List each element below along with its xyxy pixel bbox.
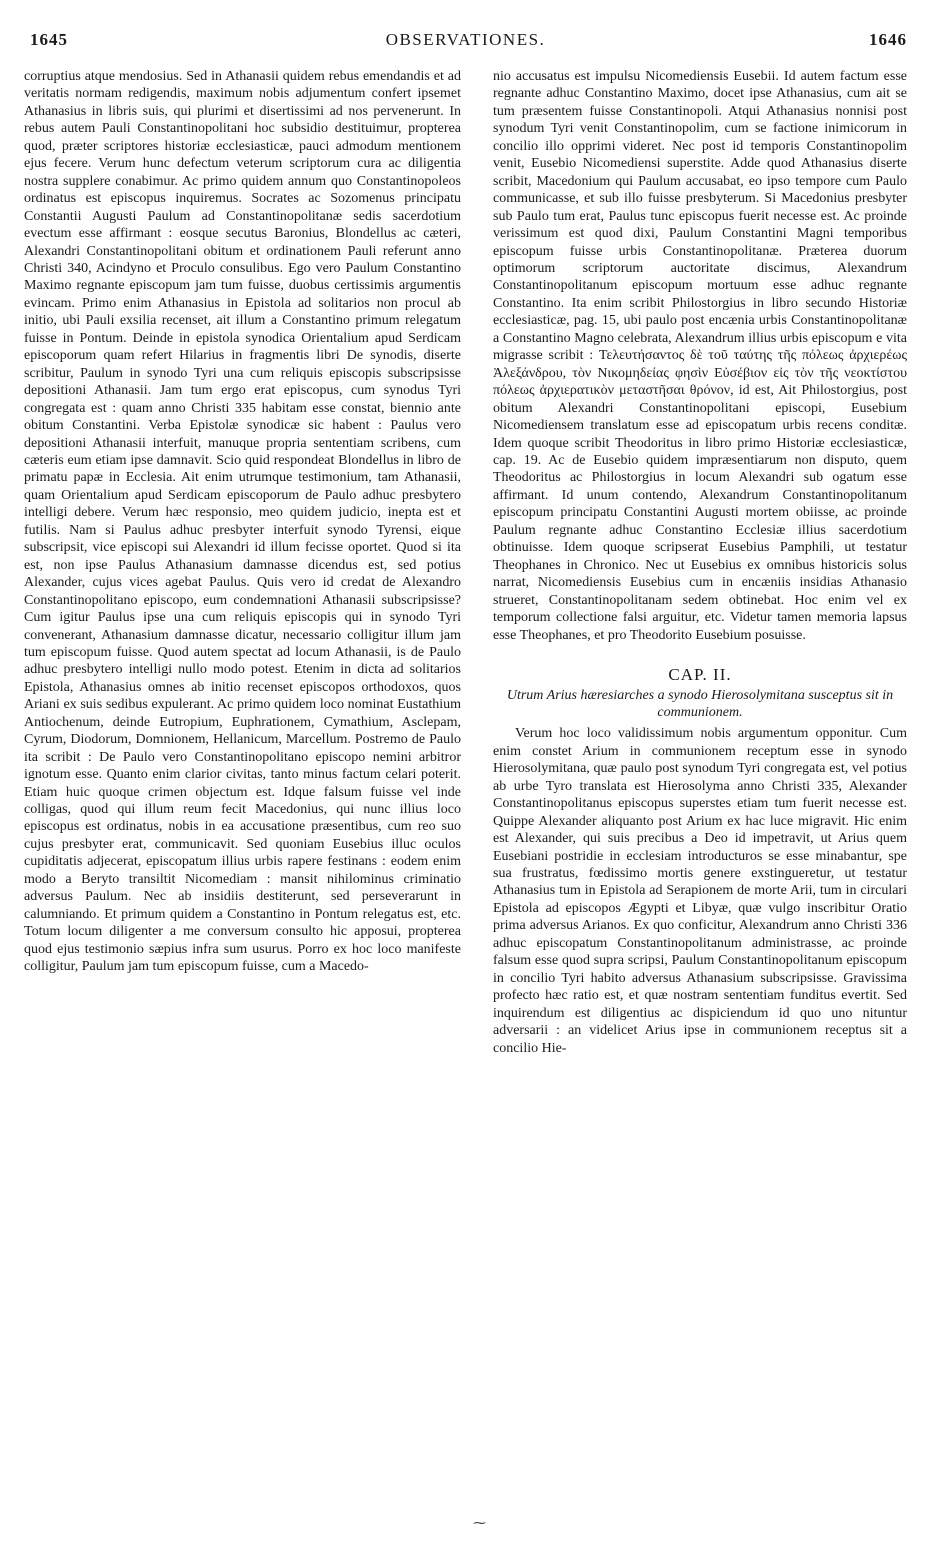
right-column-paragraph-1: nio accusatus est impulsu Nicomediensis Eusebii. Id autem factum esse regnante adhuc Constantino Maximo, docet ipse Athanasius, cum ait se tum præsentem fuisse Constantinopoli. Atqui Athanasius nonnisi post synodum Tyri venit Constantinopolim, cum se factione inimicorum in concilio illo opprimi videret. Nec post id temporis Constantinopolim venit, Eusebio Nicomediensi superstite. Adde quod Athanasius diserte scribit, Macedonium qui Paulum accusabat, eo ipso tempore cum Paulo communicasse, et sub illo fuisse presbyterum. Si Macedonius presbyter sub Paulo tum erat, Paulus tunc episcopus fuerit necesse est. Ac proinde verissimum est quod dixi, Paulum Constantini Magni temporibus episcopum fuisse urbis Constantinopolitanæ. Præterea duorum optimorum scriptorum auctoritate discimus, Alexandrum Constantinopolitanum episcopum mortuum esse adhuc regnante Constantino. Ita enim scribit Philostorgius in libro secundo Historiæ ecclesiasticæ, pag. 15, ubi paulo post encænia urbis Constantinopolitanæ a Constantino Magno celebrata, Alexandrum illius urbis episcopum e vita migrasse scribit : Τελευτήσαντος δὲ τοῦ ταύτης τῆς πόλεως ἀρχιερέως Ἀλεξάνδρου, τὸν Νικομηδείας φησὶν Εὐσέβιον εἰς τὸν τῆς νεοκτίστου πόλεως ἀρχιερατικὸν μεταστῆσαι θρόνον, id est, Ait Philostorgius, post obitum Alexandri Constantinopolitani episcopi, Eusebium Nicomediensem translatum esse ad episcopatum urbis recens conditæ. Idem quoque scribit Theodoritus in libro primo Historiæ ecclesiasticæ, cap. 19. Ac de Eusebio quidem impræsentiarum non disputo, quem Theodoritus ac Philostorgius in locum Alexandri sub ogatum esse affirmant. Id unum contendo, Alexandrum Constantinopolitanum episcopum principatu Constantini Augusti mortem obiisse, ac proinde Paulum regnante adhuc Constantino Ecclesiæ illius sacerdotium obtinuisse. Idem quoque scripserat Eusebius Pamphili, ut testatur Theophanes in Chronico. Nec ut Eusebius ex omnibus historicis solus narrat, Nicomediensis Eusebius cum in encæniis insidias Athanasio strueret, Constantinopolitanam sedem obtinebat. Hoc enim vel ex temporum collectione falsi arguitur, etc. Videtur tamen memoria lapsus esse Theophanes, et pro Theodorito Eusebium posuisse.: [493, 69, 907, 643]
page-number-right: 1646: [869, 30, 907, 49]
chapter-subtitle: Utrum Arius hæresiarches a synodo Hierosolymitana susceptus sit in communionem.: [506, 688, 894, 721]
left-column-text: corruptius atque mendosius. Sed in Athanasii quidem rebus emendandis et ad veritatis normam redigendis, maximum nobis adjumentum confert ipsemet Athanasius in libris suis, qui plurimi et disertissimi ad nos pervenerunt. In rebus autem Pauli Constantinopolitani hoc subsidio destituimur, propterea quod, præter scriptores historiæ ecclesiasticæ, pauci admodum mentionem ejus fecere. Verum hunc defectum veterum scriptorum cura ac diligentia nostra supplere conabimur. Ac primo quidem annum quo Constantinopoleos ordinatus est episcopus inquiremus. Socrates ac Sozomenus principatu Constantii Augusti Paulum ad Constantinopolitanæ sedis sacerdotium evectum esse affirmant : eosque secutus Baronius, Blondellus ac cæteri, Alexandri Constantinopolitani obitum et ordinationem Pauli referunt anno Christi 340, Acindyno et Proculo consulibus. Ego vero Paulum Constantino Maximo regnante episcopum jam tum fuisse, duobus certissimis argumentis evincam. Primo enim Athanasius in Epistola ad solitarios non procul ab initio, ubi Pauli exsilia recenset, ait illum a Constantino primum relegatum fuisse in Pontum. Deinde in epistola synodica Orientalium apud Serdicam episcoporum quam refert Hilarius in fragmentis libri De synodis, diserte scribitur, Paulum in synodo Tyri una cum reliquis episcopis subscripsisse depositioni Athanasii. Jam tum ergo erat episcopus, cum synodus Tyri congregata est : quam anno Christi 335 habitam esse constat, biennio ante obitum Constantini. Verba Epistolæ synodicæ sic habent : Paulus vero depositioni Athanasii interfuit, manuque propria sententiam scribens, cum cæteris eum etiam ipse damnavit. Scio quid respondeat Blondellus in libro de primatu papæ in Ecclesia. Ait enim utrumque testimonium, tam Athanasii, quam Orientalium apud Serdicam episcoporum de Paulo adhuc presbytero intelligi debere. Verum hæc responsio, meo quidem judicio, inepta est et futilis. Nam si Paulus adhuc presbyter interfuit synodo Tyrensi, eique subscripsit, vice episcopi sui Alexandri id illum fecisse oportet. Quod si ita est, non ipse Paulus Athanasium damnasse dicendus est, sed potius Alexander, cujus vices agebat Paulus. Quis vero id credat de Alexandro Constantinopolitano episcopo, eum condemnationi Athanasii subscripsisse? Cum igitur Paulus ipse una cum reliquis episcopis qui in synodo Tyri convenerant, Athanasium damnasse dicatur, necessario colligitur illum jam tum episcopum fuisse. Quod autem spectat ad locum Athanasii, is de Paulo adhuc presbytero intelligi nullo modo potest. Etenim in dicta ad solitarios Epistola, Athanasius omnes ab initio recenset episcopos orthodoxos, quos Ariani ex suis sedibus expulerant. Ac primo quidem loco nominat Eustathium Antiochenum, deinde Eutropium, Euphrationem, Cymathium, Asclepam, Cyrum, Diodorum, Domnionem, Hellanicum, Marcellum. Postremo de Paulo ita scribit : De Paulo vero Constantinopolitano episcopo nemini arbitror ignotum esse. Quanto enim clarior civitas, tanto minus factum celari poterit. Etiam huic quoque crimen objectum est. Idque falsum fuisse vel inde colligas, quod qui illum reum fecit Macedonius, qui nunc illius loco episcopus est ordinatus, nobis in ea accusatione præsentibus, cum reo suo cujus presbyter erat, communicavit. Sed quoniam Eusebius illuc oculos cupiditatis adjecerat, episcopatum illius urbis rapere festinans : eodem enim modo a Beryto transiltit Nicomediam : mansit nihilominus criminatio adversus Paulum. Nec ab insidiis destiterunt, sed perseverarunt in calumniando. Et primum quidem a Constantino in Pontum relegatus est, etc. Totum locum diligenter a me conversum consulto hic apposui, propterea quod ejus testimonio sæpius infra sum usurus. Porro ex hoc loco manifeste colligitur, Paulum jam tum episcopum fuisse, cum a Macedo-: [24, 69, 461, 975]
gutter-mark: ⁓: [473, 1515, 486, 1530]
page-number-left: 1645: [30, 30, 68, 49]
two-column-body: [24, 68, 907, 1057]
right-column: [493, 68, 907, 1057]
left-column: [24, 68, 461, 1057]
chapter-heading: CAP. II.: [668, 664, 732, 684]
running-title: OBSERVATIONES.: [385, 30, 546, 49]
running-header: [24, 30, 907, 62]
right-column-paragraph-2: Verum hoc loco validissimum nobis argumentum opponitur. Cum enim constet Arium in communionem receptum esse in synodo Hierosolymitana, quæ paulo post synodum Tyri congregata est, vel potius ab urbe Tyro translata est Hierosolyma anno Christi 335, Alexander Constantinopolitanus episcopus superstes etiam tum fuerit necesse est. Quippe Alexander aliquanto post Arium ex hac luce migravit. Hic enim est Alexander, qui suis precibus a Deo id impetravit, ut Arius quem Eusebiani postridie in ecclesiam introducturos se esse minabantur, spe sua frustratus, fœdissimo mortis genere exstingueretur, ut testatur Athanasius tum in Epistola ad Serapionem de morte Arii, tum in circulari Epistola ad episcopos Ægypti et Libyæ, quæ vulgo inscribitur Oratio prima adversus Arianos. Ex quo conficitur, Alexandrum anno Christi 336 adhuc episcopatum Constantinopolitanum administrasse, ac proinde falsum esse quod supra scripsi, Paulum Constantinopolitanum episcopum in concilio Tyri habito adversus Athanasium subscripsisse. Gravissima profecto hæc ratio est, et quæ nostram sententiam funditus evertit. Sed inquirendum est diligentius ac dispiciendum id quo uno nituntur adversarii : an videlicet Arius ipse in communionem receptus sit a concilio Hie-: [493, 726, 907, 1056]
